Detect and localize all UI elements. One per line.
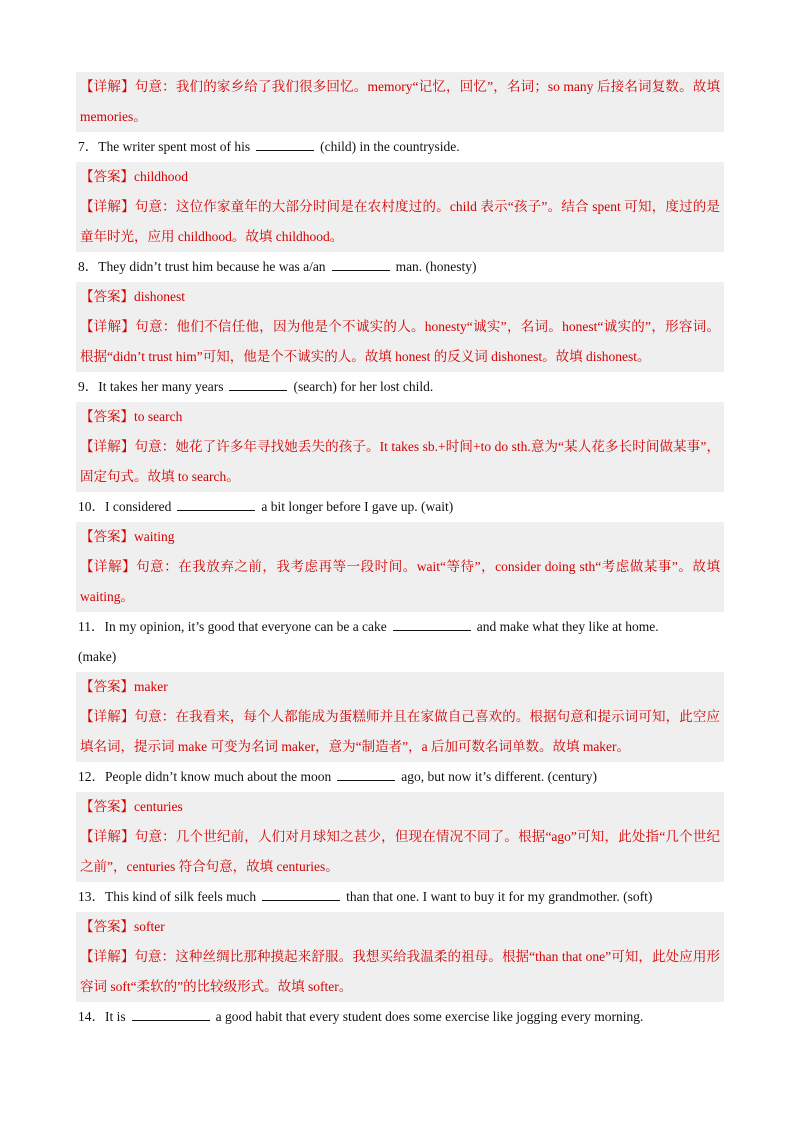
question-11-after: and make what they like at home.: [476, 619, 659, 634]
detail-6: 【详解】句意：我们的家乡给了我们很多回忆。memory“记忆，回忆”，名词；so many 后接名词复数。故填 memories。: [76, 72, 724, 132]
question-12-after: ago, but now it’s different. (century): [401, 769, 598, 784]
answer-11: 【答案】maker: [76, 672, 724, 702]
question-14-after: a good habit that every student does some exercise like jogging every morning.: [215, 1009, 644, 1024]
question-14: [76, 1002, 724, 1032]
detail-9: 【详解】句意：她花了许多年寻找她丢失的孩子。It takes sb.+时间+to do sth.意为“某人花多长时间做某事”，固定句式。故填 to search。: [76, 432, 724, 492]
question-13-after: than that one. I want to buy it for my grandmother. (soft): [346, 889, 653, 904]
answer-8: 【答案】dishonest: [76, 282, 724, 312]
question-9: [76, 372, 724, 402]
question-14-before: 14．It is: [78, 1009, 126, 1024]
question-9-after: (search) for her lost child.: [293, 379, 434, 394]
answer-blank: [332, 256, 390, 271]
detail-11: 【详解】句意：在我看来，每个人都能成为蛋糕师并且在家做自己喜欢的。根据句意和提示词可知，此空应填名词，提示词 make 可变为名词 maker，意为“制造者”，a 后加可数名词单数。故填 maker。: [76, 702, 724, 762]
question-7-before: 7．The writer spent most of his: [78, 139, 251, 154]
question-8: [76, 252, 724, 282]
question-10-after: a bit longer before I gave up. (wait): [261, 499, 454, 514]
question-11-before: 11．In my opinion, it’s good that everyone can be a cake: [78, 619, 387, 634]
question-12-before: 12．People didn’t know much about the moon: [78, 769, 332, 784]
answer-blank: [229, 376, 287, 391]
question-10-before: 10．I considered: [78, 499, 172, 514]
detail-8: 【详解】句意：他们不信任他，因为他是个不诚实的人。honesty“诚实”，名词。honest“诚实的”，形容词。根据“didn’t trust him”可知，他是个不诚实的人。故填 honest 的反义词 dishonest。故填 dishonest。: [76, 312, 724, 372]
answer-blank: [262, 886, 340, 901]
exercise-list: [76, 72, 724, 1032]
question-10: [76, 492, 724, 522]
question-8-before: 8．They didn’t trust him because he was a/an: [78, 259, 326, 274]
answer-blank: [177, 496, 255, 511]
answer-7: 【答案】childhood: [76, 162, 724, 192]
answer-9: 【答案】to search: [76, 402, 724, 432]
question-7: [76, 132, 724, 162]
detail-12: 【详解】句意：几个世纪前，人们对月球知之甚少，但现在情况不同了。根据“ago”可知，此处指“几个世纪之前”，centuries 符合句意，故填 centuries。: [76, 822, 724, 882]
answer-13: 【答案】softer: [76, 912, 724, 942]
answer-blank: [132, 1006, 210, 1021]
answer-blank: [256, 136, 314, 151]
question-12: [76, 762, 724, 792]
question-9-before: 9．It takes her many years: [78, 379, 224, 394]
detail-7: 【详解】句意：这位作家童年的大部分时间是在农村度过的。child 表示“孩子”。结合 spent 可知，度过的是童年时光，应用 childhood。故填 childhood。: [76, 192, 724, 252]
answer-10: 【答案】waiting: [76, 522, 724, 552]
answer-blank: [337, 766, 395, 781]
question-11: [76, 612, 724, 672]
answer-blank: [393, 616, 471, 631]
detail-13: 【详解】句意：这种丝绸比那种摸起来舒服。我想买给我温柔的祖母。根据“than that one”可知，此处应用形容词 soft“柔软的”的比较级形式。故填 softer。: [76, 942, 724, 1002]
question-8-after: man. (honesty): [395, 259, 477, 274]
answer-12: 【答案】centuries: [76, 792, 724, 822]
question-13-before: 13．This kind of silk feels much: [78, 889, 257, 904]
question-11-hint: (make): [78, 649, 117, 664]
detail-10: 【详解】句意：在我放弃之前，我考虑再等一段时间。wait“等待”，consider doing sth“考虑做某事”。故填 waiting。: [76, 552, 724, 612]
question-13: [76, 882, 724, 912]
question-7-after: (child) in the countryside.: [320, 139, 460, 154]
